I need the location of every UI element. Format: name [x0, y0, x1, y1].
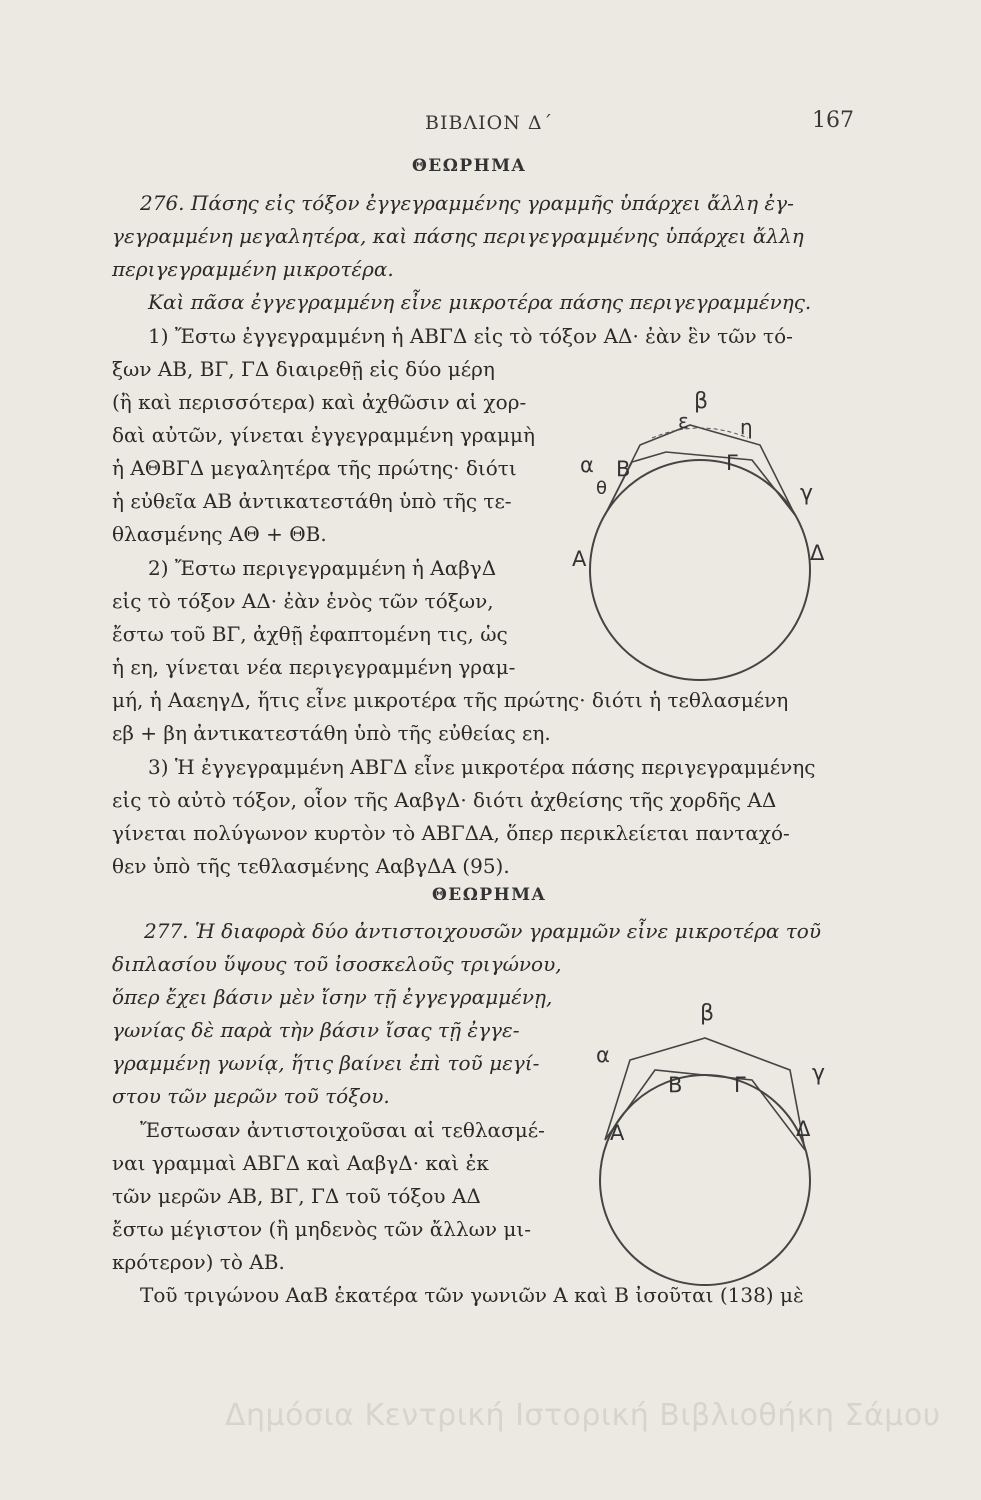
figure-label: Α	[610, 1121, 625, 1145]
text-line: Ἔστωσαν ἀντιστοιχοῦσαι αἱ τεθλασμέ-	[140, 1118, 545, 1142]
figure-label: Α	[572, 547, 587, 571]
figure-277	[575, 985, 845, 1320]
theorem-heading-277: ΘΕΩΡΗΜΑ	[432, 885, 547, 905]
figure-label: Β	[616, 457, 631, 481]
text-line: 2) Ἔστω περιγεγραμμένη ἡ ΑαβγΔ	[148, 556, 497, 580]
text-line: γεγραμμένη μεγαλητέρα, καὶ πάσης περιγεγραμμένης ὑπάρχει ἄλλη	[112, 224, 804, 248]
running-title: ΒΙΒΛΙΟΝ Δ΄	[425, 112, 554, 134]
tangent-line	[652, 428, 748, 438]
text-line: ἔστω μέγιστον (ἢ μηδενὸς τῶν ἄλλων μι-	[112, 1217, 531, 1241]
figure-label: Δ	[796, 1117, 811, 1141]
text-line: μή, ἡ ΑαεηγΔ, ἥτις εἶνε μικροτέρα τῆς πρώτης· διότι ἡ τεθλασμένη	[112, 688, 789, 712]
figure-label: Γ	[734, 1073, 746, 1097]
text-line: Τοῦ τριγώνου ΑαΒ ἑκατέρα τῶν γωνιῶν Α καὶ Β ἰσοῦται (138) μὲ	[140, 1283, 804, 1307]
text-line: θεν ὑπὸ τῆς τεθλασμένης ΑαβγΔΑ (95).	[112, 854, 510, 878]
figure-label: θ	[596, 478, 608, 499]
figure-label: γ	[812, 1061, 826, 1086]
figure-label: α	[596, 1043, 610, 1067]
figure-circle	[600, 1075, 810, 1285]
text-line: τῶν μερῶν ΑΒ, ΒΓ, ΓΔ τοῦ τόξου ΑΔ	[112, 1184, 481, 1208]
figure-label: Γ	[726, 451, 738, 475]
text-line: Καὶ πᾶσα ἐγγεγραμμένη εἶνε μικροτέρα πάσης περιγεγραμμένης.	[148, 290, 812, 314]
figure-label: ε	[678, 409, 689, 433]
text-line: (ἢ καὶ περισσότερα) καὶ ἀχθῶσιν αἱ χορ-	[112, 390, 527, 414]
text-line: ναι γραμμαὶ ΑΒΓΔ καὶ ΑαβγΔ· καὶ ἐκ	[112, 1151, 489, 1175]
figure-label: Δ	[810, 541, 825, 565]
inscribed-line	[605, 1070, 805, 1150]
text-line: ἡ ΑΘΒΓΔ μεγαλητέρα τῆς πρώτης· διότι	[112, 456, 517, 480]
text-line: εἰς τὸ αὐτὸ τόξον, οἷον τῆς ΑαβγΔ· διότι ἀχθείσης τῆς χορδῆς ΑΔ	[112, 788, 777, 812]
text-line: δαὶ αὐτῶν, γίνεται ἐγγεγραμμένη γραμμὴ	[112, 423, 536, 447]
circumscribed-line	[605, 425, 795, 515]
figure-276	[560, 370, 850, 690]
theorem-heading-276: ΘΕΩΡΗΜΑ	[412, 156, 527, 176]
text-line: θλασμένης ΑΘ + ΘΒ.	[112, 522, 327, 546]
text-line: 277. Ἡ διαφορὰ δύο ἀντιστοιχουσῶν γραμμῶν εἶνε μικροτέρα τοῦ	[144, 919, 822, 943]
library-watermark: Δημόσια Κεντρική Ιστορική Βιβλιοθήκη Σάμου	[225, 1398, 941, 1433]
text-line: περιγεγραμμένη μικροτέρα.	[112, 257, 394, 281]
text-line: ἡ εη, γίνεται νέα περιγεγραμμένη γραμ-	[112, 655, 516, 679]
figure-label: α	[580, 453, 594, 477]
text-line: εἰς τὸ τόξον ΑΔ· ἐὰν ἑνὸς τῶν τόξων,	[112, 589, 494, 613]
figure-label: Β	[668, 1073, 683, 1097]
text-line: γωνίας δὲ παρὰ τὴν βάσιν ἴσας τῇ ἐγγε-	[112, 1018, 520, 1042]
circumscribed-line	[605, 1038, 805, 1150]
text-line: ἡ εὐθεῖα ΑΒ ἀντικατεστάθη ὑπὸ τῆς τε-	[112, 489, 512, 513]
text-line: 3) Ἡ ἐγγεγραμμένη ΑΒΓΔ εἶνε μικροτέρα πάσης περιγεγραμμένης	[148, 755, 816, 779]
figure-label: η	[740, 415, 753, 439]
page-number: 167	[812, 108, 854, 133]
text-line: 1) Ἔστω ἐγγεγραμμένη ἡ ΑΒΓΔ εἰς τὸ τόξον ΑΔ· ἐὰν ἓν τῶν τό-	[148, 324, 793, 348]
text-line: 276. Πάσης εἰς τόξον ἐγγεγραμμένης γραμμῆς ὑπάρχει ἄλλη ἐγ-	[140, 191, 794, 215]
text-line: διπλασίου ὕψους τοῦ ἰσοσκελοῦς τριγώνου,	[112, 952, 562, 976]
text-line: κρότερον) τὸ ΑΒ.	[112, 1250, 285, 1274]
figure-label: β	[700, 1001, 715, 1026]
text-line: ὅπερ ἔχει βάσιν μὲν ἴσην τῇ ἐγγεγραμμένῃ,	[112, 985, 553, 1009]
text-line: ξων ΑΒ, ΒΓ, ΓΔ διαιρεθῇ εἰς δύο μέρη	[112, 357, 495, 381]
text-line: ἔστω τοῦ ΒΓ, ἀχθῇ ἐφαπτομένη τις, ὡς	[112, 622, 508, 646]
text-line: εβ + βη ἀντικατεστάθη ὑπὸ τῆς εὐθείας εη.	[112, 721, 551, 745]
text-line: γίνεται πολύγωνον κυρτὸν τὸ ΑΒΓΔΑ, ὅπερ περικλείεται πανταχό-	[112, 821, 790, 845]
text-line: γραμμένῃ γωνίᾳ, ἥτις βαίνει ἐπὶ τοῦ μεγί-	[112, 1051, 540, 1075]
text-line: στου τῶν μερῶν τοῦ τόξου.	[112, 1084, 390, 1108]
figure-label: γ	[800, 481, 814, 506]
figure-label: β	[694, 389, 709, 414]
